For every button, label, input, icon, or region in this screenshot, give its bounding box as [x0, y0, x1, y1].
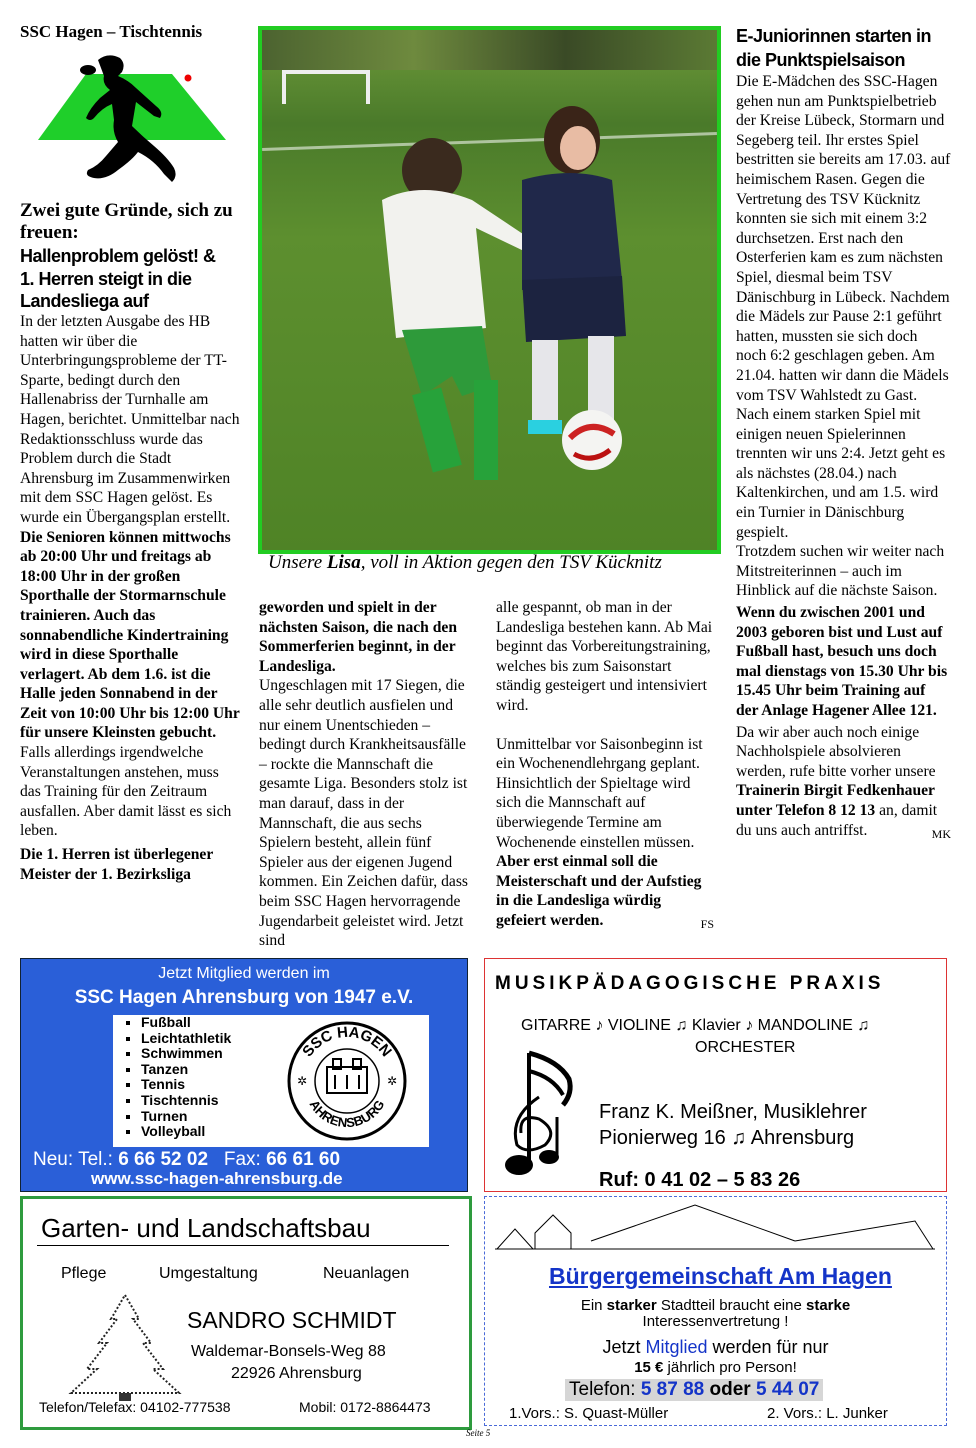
sport-item: ▪ Tennis	[141, 1077, 231, 1093]
houses-outline-icon	[495, 1201, 935, 1257]
heading-line2: Hallenproblem gelöst! &	[20, 246, 216, 266]
garden-service-pflege: Pflege	[61, 1265, 107, 1282]
garden-landscaping-ad	[20, 1196, 472, 1430]
club-ad-line1: Jetzt Mitglied werden im	[158, 965, 330, 982]
music-ad-instruments: GITARRE ♪ VIOLINE ♫ Klavier ♪ MANDOLINE ♫	[521, 1017, 870, 1034]
buerger-ad-line4	[485, 1359, 946, 1376]
fir-tree-icon	[63, 1293, 187, 1403]
middle-column-1	[259, 598, 477, 951]
garden-ad-underline	[37, 1245, 449, 1246]
garden-ad-name: SANDRO SCHMIDT	[187, 1307, 397, 1333]
football-photo	[258, 26, 721, 554]
seal-bottom-text: AHRENSBURG	[306, 1097, 388, 1131]
left-para1-bold: Die Senioren können mittwochs ab 20:00 Uhr und freitags ab 18:00 Uhr in der großen Sporthalle der Stormarnschule trainieren. Auch das sonnabendliche Kindertraining wird in diese Sporthalle verlagert. Ab dem 1.6. ist die Halle jeden Sonnabend in der Zeit von 10:00 Uhr bis 12:00 Uhr für unsere Kleinsten gebucht.	[20, 528, 240, 742]
buerger-line1-c: Stadtteil braucht eine	[656, 1297, 806, 1314]
music-ad-title: MUSIKPÄDAGOGISCHE PRAXIS	[495, 973, 885, 994]
garden-ad-title: Garten- und Landschaftsbau	[41, 1213, 371, 1243]
mid1-text: Ungeschlagen mit 17 Siegen, die alle sehr deutlich ausfielen und nur einem Unentschieden – bedingt durch Krankheitsausfälle – rockte die Mannschaft die gesamte Liga. Besonders stolz ist man darauf, dass in der Mannschaft, die aus sechs Spielern besteht, allein fünf Spieler aus der eigenen Jugend kommen. Ein Zeichen dafür, dass beim SSC Hagen hervorragende Jugendarbeit geleistet wird. Jetzt sind	[259, 677, 468, 950]
buerger-ad-line2: Interessenvertretung !	[642, 1313, 789, 1330]
left-para1-text: In der letzten Ausgabe des HB hatten wir über die Unterbringungsprobleme der TT-Sparte, bedingt durch den Hallenabriss der Turnhalle am Hagen, berichtet. Unmittelbar nach Redaktionsschluss wurde das Problem durch die Stadt Ahrensburg im Zusammenwirken mit dem SSC Hagen gelöst. Es wurde ein Übergangsplan erstellt.	[20, 313, 240, 526]
buerger-ad-vors1: 1.Vors.: S. Quast-Müller	[509, 1405, 669, 1422]
buerger-tel-label: Telefon:	[569, 1379, 641, 1400]
section-title: SSC Hagen – Tischtennis	[20, 22, 203, 41]
tel-label: Neu: Tel.:	[33, 1149, 113, 1170]
club-ad-contact	[33, 1149, 340, 1171]
svg-text:✲: ✲	[297, 1074, 308, 1088]
buerger-line3-c: werden für nur	[707, 1337, 829, 1357]
garden-service-umgestaltung: Umgestaltung	[159, 1265, 258, 1282]
buerger-line4-a: 15 €	[634, 1359, 664, 1376]
sport-item: ▪ Tischtennis	[141, 1093, 231, 1109]
buerger-ad-phone	[565, 1379, 823, 1401]
buerger-ad-title: Bürgergemeinschaft Am Hagen	[549, 1263, 892, 1289]
left-column	[20, 200, 240, 884]
sport-item: ▪ Turnen	[141, 1109, 231, 1125]
caption-post: , voll in Aktion gegen den TSV Kücknitz	[360, 552, 662, 573]
caption-pre: Unsere	[268, 552, 327, 573]
seal-top-text: SSC HAGEN	[299, 1023, 395, 1061]
sport-item: ▪ Leichtathletik	[141, 1031, 231, 1047]
music-ad-orchester: ORCHESTER	[695, 1039, 796, 1056]
club-ad-line2: SSC Hagen Ahrensburg von 1947 e.V.	[74, 987, 414, 1008]
mid2-bold: Aber erst einmal soll die Meisterschaft und der Aufstieg in die Landesliga würdig gefeiert werden.	[496, 853, 702, 929]
sports-list	[113, 1015, 231, 1140]
buerger-line3-b: Mitglied	[645, 1337, 708, 1357]
right-text3-post: an, damit du uns auch antriffst.	[736, 801, 938, 839]
left-paragraph	[20, 312, 240, 841]
buerger-tel1: 5 87 88	[640, 1379, 705, 1400]
buerger-ad-vors2: 2. Vors.: L. Junker	[767, 1405, 888, 1422]
heading-line1: Zwei gute Gründe, sich zu freuen:	[20, 200, 233, 243]
music-note-icon	[499, 1047, 581, 1185]
music-teacher-ad	[484, 958, 947, 1192]
svg-text:✲: ✲	[387, 1074, 398, 1088]
music-ad-name: Franz K. Meißner, Musiklehrer	[599, 1101, 867, 1123]
buerger-tel2: 5 44 07	[755, 1379, 820, 1400]
sport-item: ▪ Fußball	[141, 1015, 231, 1031]
mid1-bold: geworden und spielt in der nächsten Saison, die nach den Sommerferien beginnt, in der Landesliga.	[259, 599, 458, 675]
right-column	[736, 24, 951, 844]
mid2-text1: alle gespannt, ob man in der Landesliga bestehen kann. Ab Mai beginnt das Vorbereitungstraining, welches bis zum Saisonstart ständig gesteigert und intensiviert wird.	[496, 599, 713, 714]
buerger-line1-a: Ein	[580, 1297, 607, 1314]
left-para2-bold: Die 1. Herren ist überlegener Meister der 1. Bezirksliga	[20, 846, 213, 883]
right-text3-bold: Trainerin Birgit Fedkenhauer unter Telefon 8 12 13	[736, 782, 935, 819]
garden-ad-street: Waldemar-Bonsels-Weg 88	[191, 1343, 386, 1360]
right-text1: Die E-Mädchen des SSC-Hagen gehen nun am Punktspielbetrieb der Kreise Lübeck, Stormarn und Segeberg teil. Ihr erstes Spiel bestritten sie bereits am 17.03. auf heimischem Rasen. Gegen die Vertretung des TSV Kücknitz konnten sie sich mit einem 3:2 durchsetzen. Erst nach den Osterferien kam es zum nächsten Spiel, diesmal beim TSV Dänischburg in Lübeck. Nachdem die Mädels zur Pause 2:1 geführt hatten, mussten sie sich doch noch 6:2 geschlagen geben. Am 21.04. hatten wir dann die Mädels vom TSV Wahlstedt zu Gast. Nach einem starken Spiel mit einigen neuen Spielerinnen trennten wir uns 2:4. Jetzt geht es als nächstes (28.04.) nach Kaltenkirchen, und am 1.5. wird ein Turnier in Dänischburg gespielt.	[736, 73, 951, 541]
right-bold: Wenn du zwischen 2001 und 2003 geboren bist und Lust auf Fußball hast, besuch uns doch mal dienstags von 15.30 Uhr bis 15.45 Uhr beim Training auf der Anlage Hagener Allee 121.	[736, 604, 948, 719]
mid2-signature: FS	[700, 916, 714, 931]
sport-item: ▪ Schwimmen	[141, 1046, 231, 1062]
buerger-ad-line1	[485, 1297, 946, 1314]
tischtennis-logo	[38, 48, 238, 208]
music-ad-address: Pionierweg 16 ♫ Ahrensburg	[599, 1127, 855, 1149]
club-website-link[interactable]: www.ssc-hagen-ahrensburg.de	[91, 1169, 343, 1188]
fax-number: 66 61 60	[266, 1149, 341, 1170]
sport-item: ▪ Tanzen	[141, 1062, 231, 1078]
heading-line3: 1. Herren steigt in die Landesliega auf	[20, 269, 192, 311]
buerger-ad-line3	[485, 1337, 946, 1358]
buerger-line1-b: starker	[606, 1297, 657, 1314]
sport-item: ▪ Volleyball	[141, 1124, 231, 1140]
garden-ad-tel: Telefon/Telefax: 04102-777538	[39, 1399, 231, 1415]
mid2-text2: Unmittelbar vor Saisonbeginn ist ein Wochenendlehrgang geplant. Hinsichtlich der Spieltage wird sich die Mannschaft auf überwiegende Termine am Wochenende einstellen müssen.	[496, 735, 703, 851]
right-signature: MK	[931, 826, 951, 841]
club-ad-inner	[113, 1015, 429, 1147]
garden-ad-city: 22926 Ahrensburg	[231, 1365, 362, 1382]
svg-text:SSC HAGEN	[299, 1024, 395, 1060]
club-membership-ad	[20, 958, 468, 1192]
tel-number: 6 66 52 02	[118, 1149, 209, 1170]
buerger-line3-a: Jetzt	[602, 1337, 646, 1357]
right-heading: E-Juniorinnen starten in die Punktspielsaison	[736, 26, 932, 70]
photo-caption	[268, 552, 662, 574]
buerger-tel-or: oder	[704, 1379, 756, 1400]
caption-name: Lisa	[326, 552, 361, 573]
buerger-line1-d: starke	[805, 1297, 851, 1314]
garden-ad-mobile: Mobil: 0172-8864473	[299, 1399, 431, 1415]
fax-label: Fax:	[223, 1149, 261, 1170]
left-para1-tail: Falls allerdings irgendwelche Veranstaltungen anstehen, muss das Training für den Zeitraum ausfallen. Aber damit lässt es sich leben.	[20, 744, 232, 840]
right-text2: Trotzdem suchen wir weiter nach Mitstreiterinnen – auch im Hinblick auf die nächste Saison.	[736, 543, 945, 600]
buergergemeinschaft-ad	[484, 1196, 947, 1426]
music-ad-phone: Ruf: 0 41 02 – 5 83 26	[599, 1169, 801, 1191]
right-text3-pre: Da wir aber auch noch einige Nachholspiele absolvieren werden, rufe bitte vorher unsere	[736, 723, 936, 780]
garden-service-neuanlagen: Neuanlagen	[323, 1265, 410, 1282]
buerger-line4-b: jährlich pro Person!	[663, 1359, 797, 1376]
middle-column-2	[496, 598, 714, 935]
page-number: Seite 5	[466, 1428, 491, 1438]
club-seal-icon	[283, 1019, 411, 1143]
